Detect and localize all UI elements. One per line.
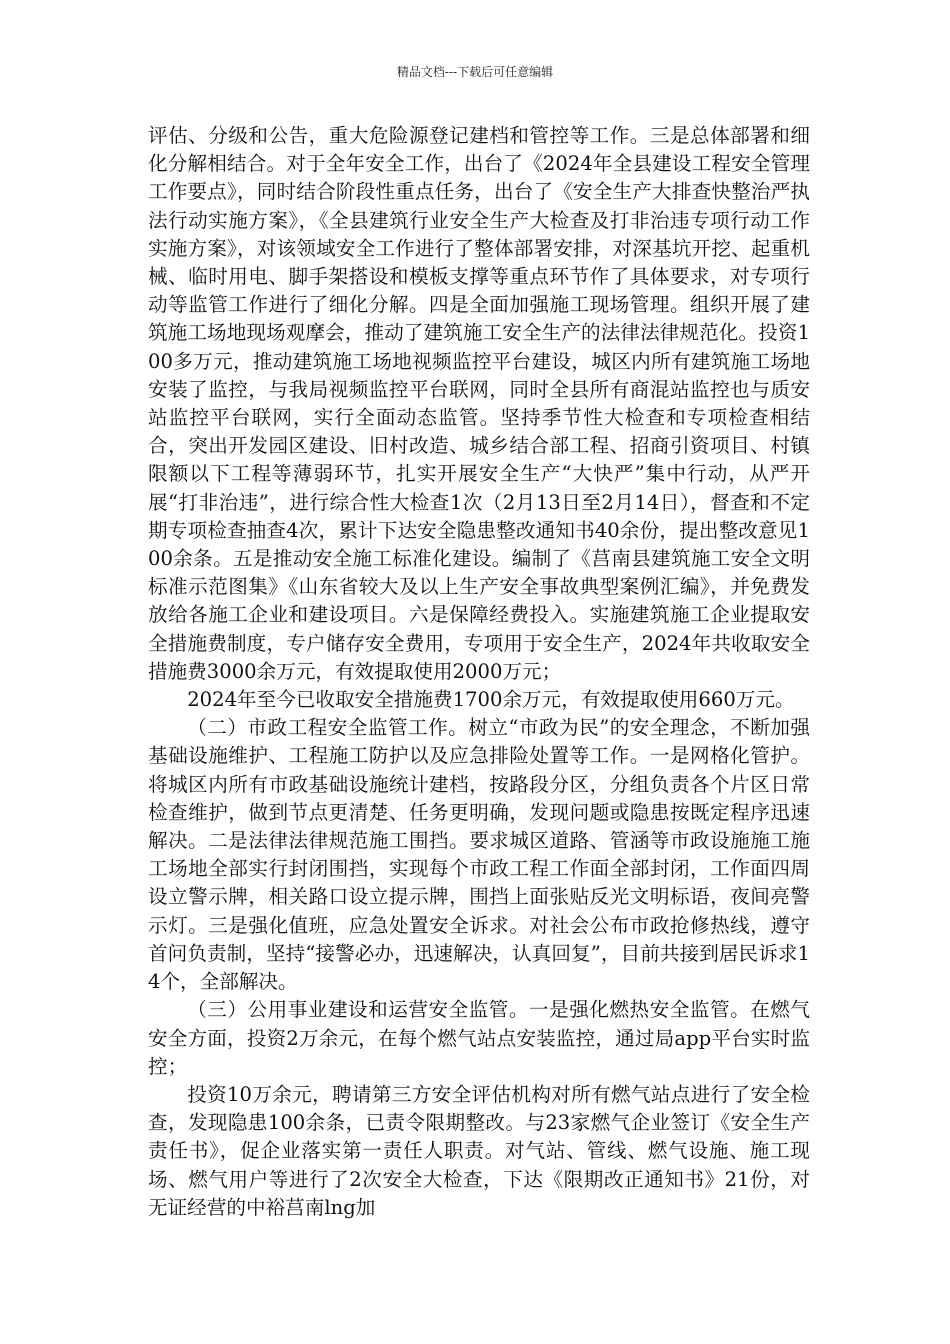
page-header: 精品文档---下载后可任意编辑 (396, 65, 554, 79)
document-body (148, 122, 810, 1222)
paragraph-public-utilities: （三）公用事业建设和运营安全监管。一是强化燃热安全监管。在燃气安全方面，投资2万余元，在每个燃气站点安装监控，通过局app平台实时监控； (148, 998, 810, 1078)
paragraph-construction-safety: 评估、分级和公告，重大危险源登记建档和管控等工作。三是总体部署和细化分解相结合。对于全年安全工作，出台了《2024年全县建设工程安全管理工作要点》，同时结合阶段性重点任务，出台了《安全生产大排查快整治严执法行动实施方案》，《全县建筑行业安全生产大检查及打非治违专项行动工作实施方案》，对该领域安全工作进行了整体部署安排，对深基坑开挖、起重机械、临时用电、脚手架搭设和模板支撑等重点环节作了具体要求，对专项行动等监管工作进行了细化分解。四是全面加强施工现场管理。组织开展了建筑施工场地现场观摩会，推动了建筑施工安全生产的法律法律规范化。投资100多万元，推动建筑施工场地视频监控平台建设，城区内所有建筑施工场地安装了监控，与我局视频监控平台联网，同时全县所有商混站监控也与质安站监控平台联网，实行全面动态监管。坚持季节性大检查和专项检查相结合，突出开发园区建设、旧村改造、城乡结合部工程、招商引资项目、村镇限额以下工程等薄弱环节，扎实开展安全生产“大快严”集中行动，从严开展“打非治违”，进行综合性大检查1次（2月13日至2月14日），督查和不定期专项检查抽查4次，累计下达安全隐患整改通知书40余份，提出整改意见100余条。五是推动安全施工标准化建设。编制了《莒南县建筑施工安全文明标准示范图集》《山东省较大及以上生产安全事故典型案例汇编》，并免费发放给各施工企业和建设项目。六是保障经费投入。实施建筑施工企业提取安全措施费制度，专户储存安全费用，专项用于安全生产，2024年共收取安全措施费3000余万元，有效提取使用2000万元； (148, 124, 810, 683)
paragraph-gas-inspection: 投资10万余元，聘请第三方安全评估机构对所有燃气站点进行了安全检查，发现隐患100余条，已责令限期整改。与23家燃气企业签订《安全生产责任书》，促企业落实第一责任人职责。对气站、管线、燃气设施、施工现场、燃气用户等进行了2次安全大检查，下达《限期改正通知书》21份，对无证经营的中裕莒南lng加 (148, 1082, 810, 1219)
paragraph-municipal-engineering: （二）市政工程安全监管工作。树立“市政为民”的安全理念，不断加强基础设施维护、工程施工防护以及应急排险处置等工作。一是网格化管护。将城区内所有市政基础设施统计建档，按路段分区，分组负责各个片区日常检查维护，做到节点更清楚、任务更明确，发现问题或隐患按既定程序迅速解决。二是法律法律规范施工围挡。要求城区道路、管涵等市政设施施工施工场地全部实行封闭围挡，实现每个市政工程工作面全部封闭，工作面四周设立警示牌，相关路口设立提示牌，围挡上面张贴反光文明标语，夜间亮警示灯。三是强化值班，应急处置安全诉求。对社会公布市政抢修热线，遵守首问负责制，坚持“接警必办，迅速解决，认真回复”，目前共接到居民诉求14个，全部解决。 (148, 716, 810, 994)
paragraph-safety-fees: 2024年至今已收取安全措施费1700余万元，有效提取使用660万元。 (187, 688, 795, 712)
